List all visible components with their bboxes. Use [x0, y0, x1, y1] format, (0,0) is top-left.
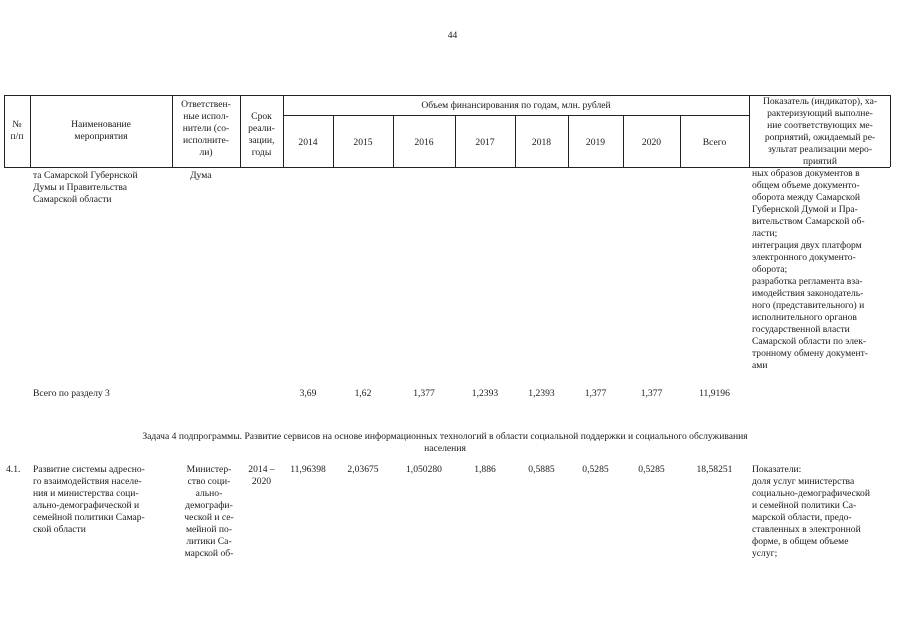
row-4-1-2014: 11,96398	[290, 464, 326, 475]
row-4-1-term: 2014 – 2020	[248, 464, 275, 487]
header-year-2016: 2016	[414, 137, 434, 148]
header-indicator: Показатель (индикатор), ха- рактеризующий выполне- ние соответствующих ме- роприятий, ожидаемый ре- зультат реализации меро- приятий	[762, 96, 878, 167]
header-funding-title: Объем финансирования по годам, млн. рублей	[421, 100, 611, 111]
total-2016: 1,377	[413, 388, 435, 399]
row-4-1-responsible: Министер- ство соци- ально- демографи- ческой и се- мейной по- литики Са- марской об-	[184, 464, 234, 559]
header-responsible: Ответствен- ные испол- нители (со- исполните- ли)	[181, 99, 231, 158]
total-2014: 3,69	[299, 388, 317, 399]
page-number: 44	[447, 31, 458, 41]
total-label: Всего по разделу 3	[33, 388, 110, 399]
task-line-1: Задача 4 подпрограммы. Развитие сервисов на основе информационных технологий в области социальной поддержки и социального обслуживания	[142, 431, 748, 442]
header-year-2014: 2014	[298, 137, 318, 148]
row-4-1-2017: 1,886	[474, 464, 496, 475]
continuation-responsible: Дума	[190, 170, 212, 181]
header-term: Срок реали- зации, годы	[248, 111, 275, 158]
row-4-1-name: Развитие системы адресно- го взаимодействия населе- ния и министерства соци- ально-демографической и семейной политики Самар- ской области	[33, 464, 145, 535]
header-year-2017: 2017	[475, 137, 495, 148]
total-2020: 1,377	[640, 388, 663, 399]
header-year-2020: 2020	[641, 137, 662, 148]
row-4-1-2016: 1,050280	[406, 464, 442, 475]
header-total: Всего	[702, 137, 727, 148]
row-4-1-2015: 2,03675	[347, 464, 379, 475]
total-2015: 1,62	[354, 388, 372, 399]
header-name: Наименование мероприятия	[71, 119, 131, 142]
row-4-1-2018: 0,5885	[528, 464, 555, 475]
header-year-2019: 2019	[585, 137, 606, 148]
row-4-1-2019: 0,5285	[582, 464, 609, 475]
total-2017: 1,2393	[471, 388, 499, 399]
continuation-name: та Самарской Губернской Думы и Правительства Самарской области	[33, 170, 138, 205]
header-year-2018: 2018	[531, 137, 552, 148]
header-year-2015: 2015	[353, 137, 373, 148]
total-all: 11,9196	[699, 388, 730, 399]
total-2018: 1,2393	[528, 388, 555, 399]
row-4-1-total: 18,58251	[696, 464, 733, 475]
task-line-2: населения	[424, 443, 466, 454]
row-4-1-indicator: Показатели: доля услуг министерства социально-демографической и семейной политики Са- марской области, предо- ставленных в электронной форме, в общем объеме услуг;	[752, 464, 870, 559]
row-4-1-num: 4.1.	[6, 464, 21, 475]
header-num: № п/п	[10, 119, 24, 142]
continuation-indicator: ных образов документов в общем объеме документо- оборота между Самарской Губернской Думой и Пра- вительством Самарской об- ласти; интеграция двух платформ электронного документо- оборота; разработка регламента вза- имодействия законодатель- ного (представительного) и исполнительного органов государственной власти Самарской области по элек- тронному обмену документ- ами	[752, 168, 869, 371]
row-4-1-2020: 0,5285	[638, 464, 665, 475]
total-2019: 1,377	[584, 388, 607, 399]
